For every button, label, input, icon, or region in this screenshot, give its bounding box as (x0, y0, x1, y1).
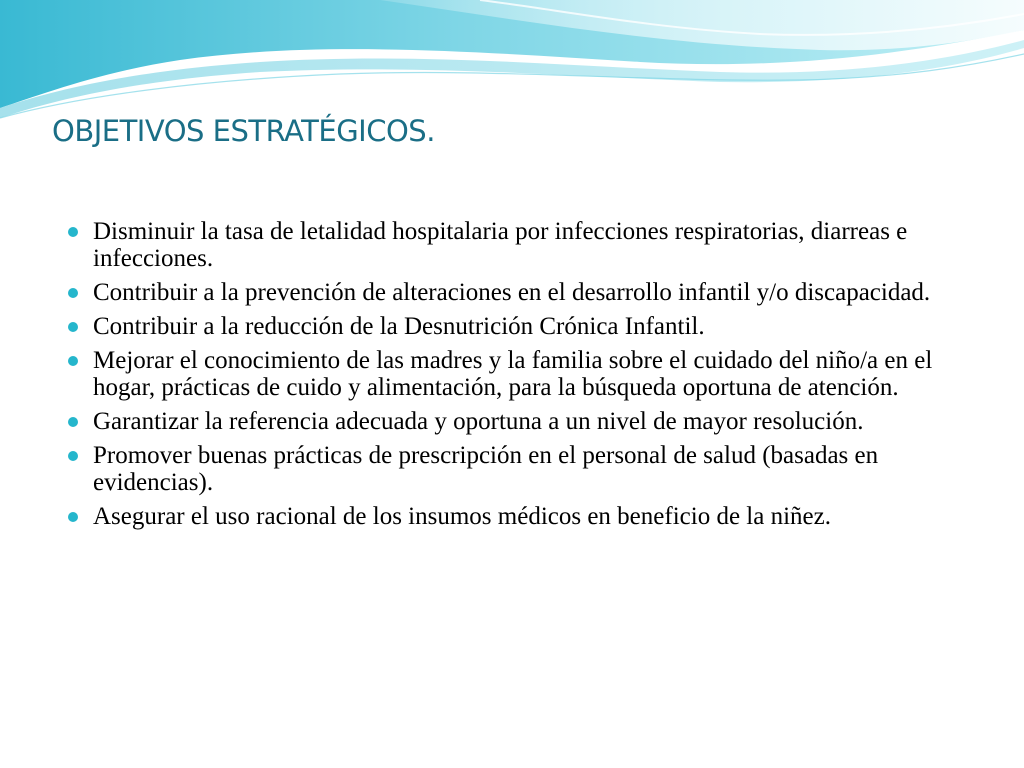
list-item-text: Garantizar la referencia adecuada y oportuna a un nivel de mayor resolución. (93, 408, 864, 435)
list-item-text: Mejorar el conocimiento de las madres y la familia sobre el cuidado del niño/a en el hogar, prácticas de cuido y alimentación, para la búsqueda oportuna de atención. (93, 347, 933, 401)
list-item (66, 218, 971, 272)
bullet-dot-icon (68, 512, 78, 522)
list-item (66, 313, 971, 340)
slide-title: OBJETIVOS ESTRATÉGICOS. (52, 114, 435, 148)
list-item-text: Promover buenas prácticas de prescripción en el personal de salud (basadas en evidencias). (93, 442, 879, 496)
list-item (66, 503, 971, 530)
list-item (66, 442, 971, 496)
bullet-dot-icon (68, 288, 78, 298)
list-item (66, 408, 971, 435)
list-item (66, 347, 971, 401)
list-item-text: Disminuir la tasa de letalidad hospitalaria por infecciones respiratorias, diarreas e infecciones. (93, 218, 908, 272)
list-item-text: Contribuir a la reducción de la Desnutrición Crónica Infantil. (93, 313, 705, 340)
list-item (66, 279, 971, 306)
bullet-dot-icon (68, 322, 78, 332)
list-item-text: Asegurar el uso racional de los insumos médicos en beneficio de la niñez. (93, 503, 831, 530)
list-item-text: Contribuir a la prevención de alteraciones en el desarrollo infantil y/o discapacidad. (93, 279, 931, 306)
wave-header-decoration (0, 0, 1024, 130)
bullet-dot-icon (68, 417, 78, 427)
objectives-list (66, 218, 971, 537)
bullet-dot-icon (68, 451, 78, 461)
bullet-dot-icon (68, 227, 78, 237)
bullet-dot-icon (68, 356, 78, 366)
